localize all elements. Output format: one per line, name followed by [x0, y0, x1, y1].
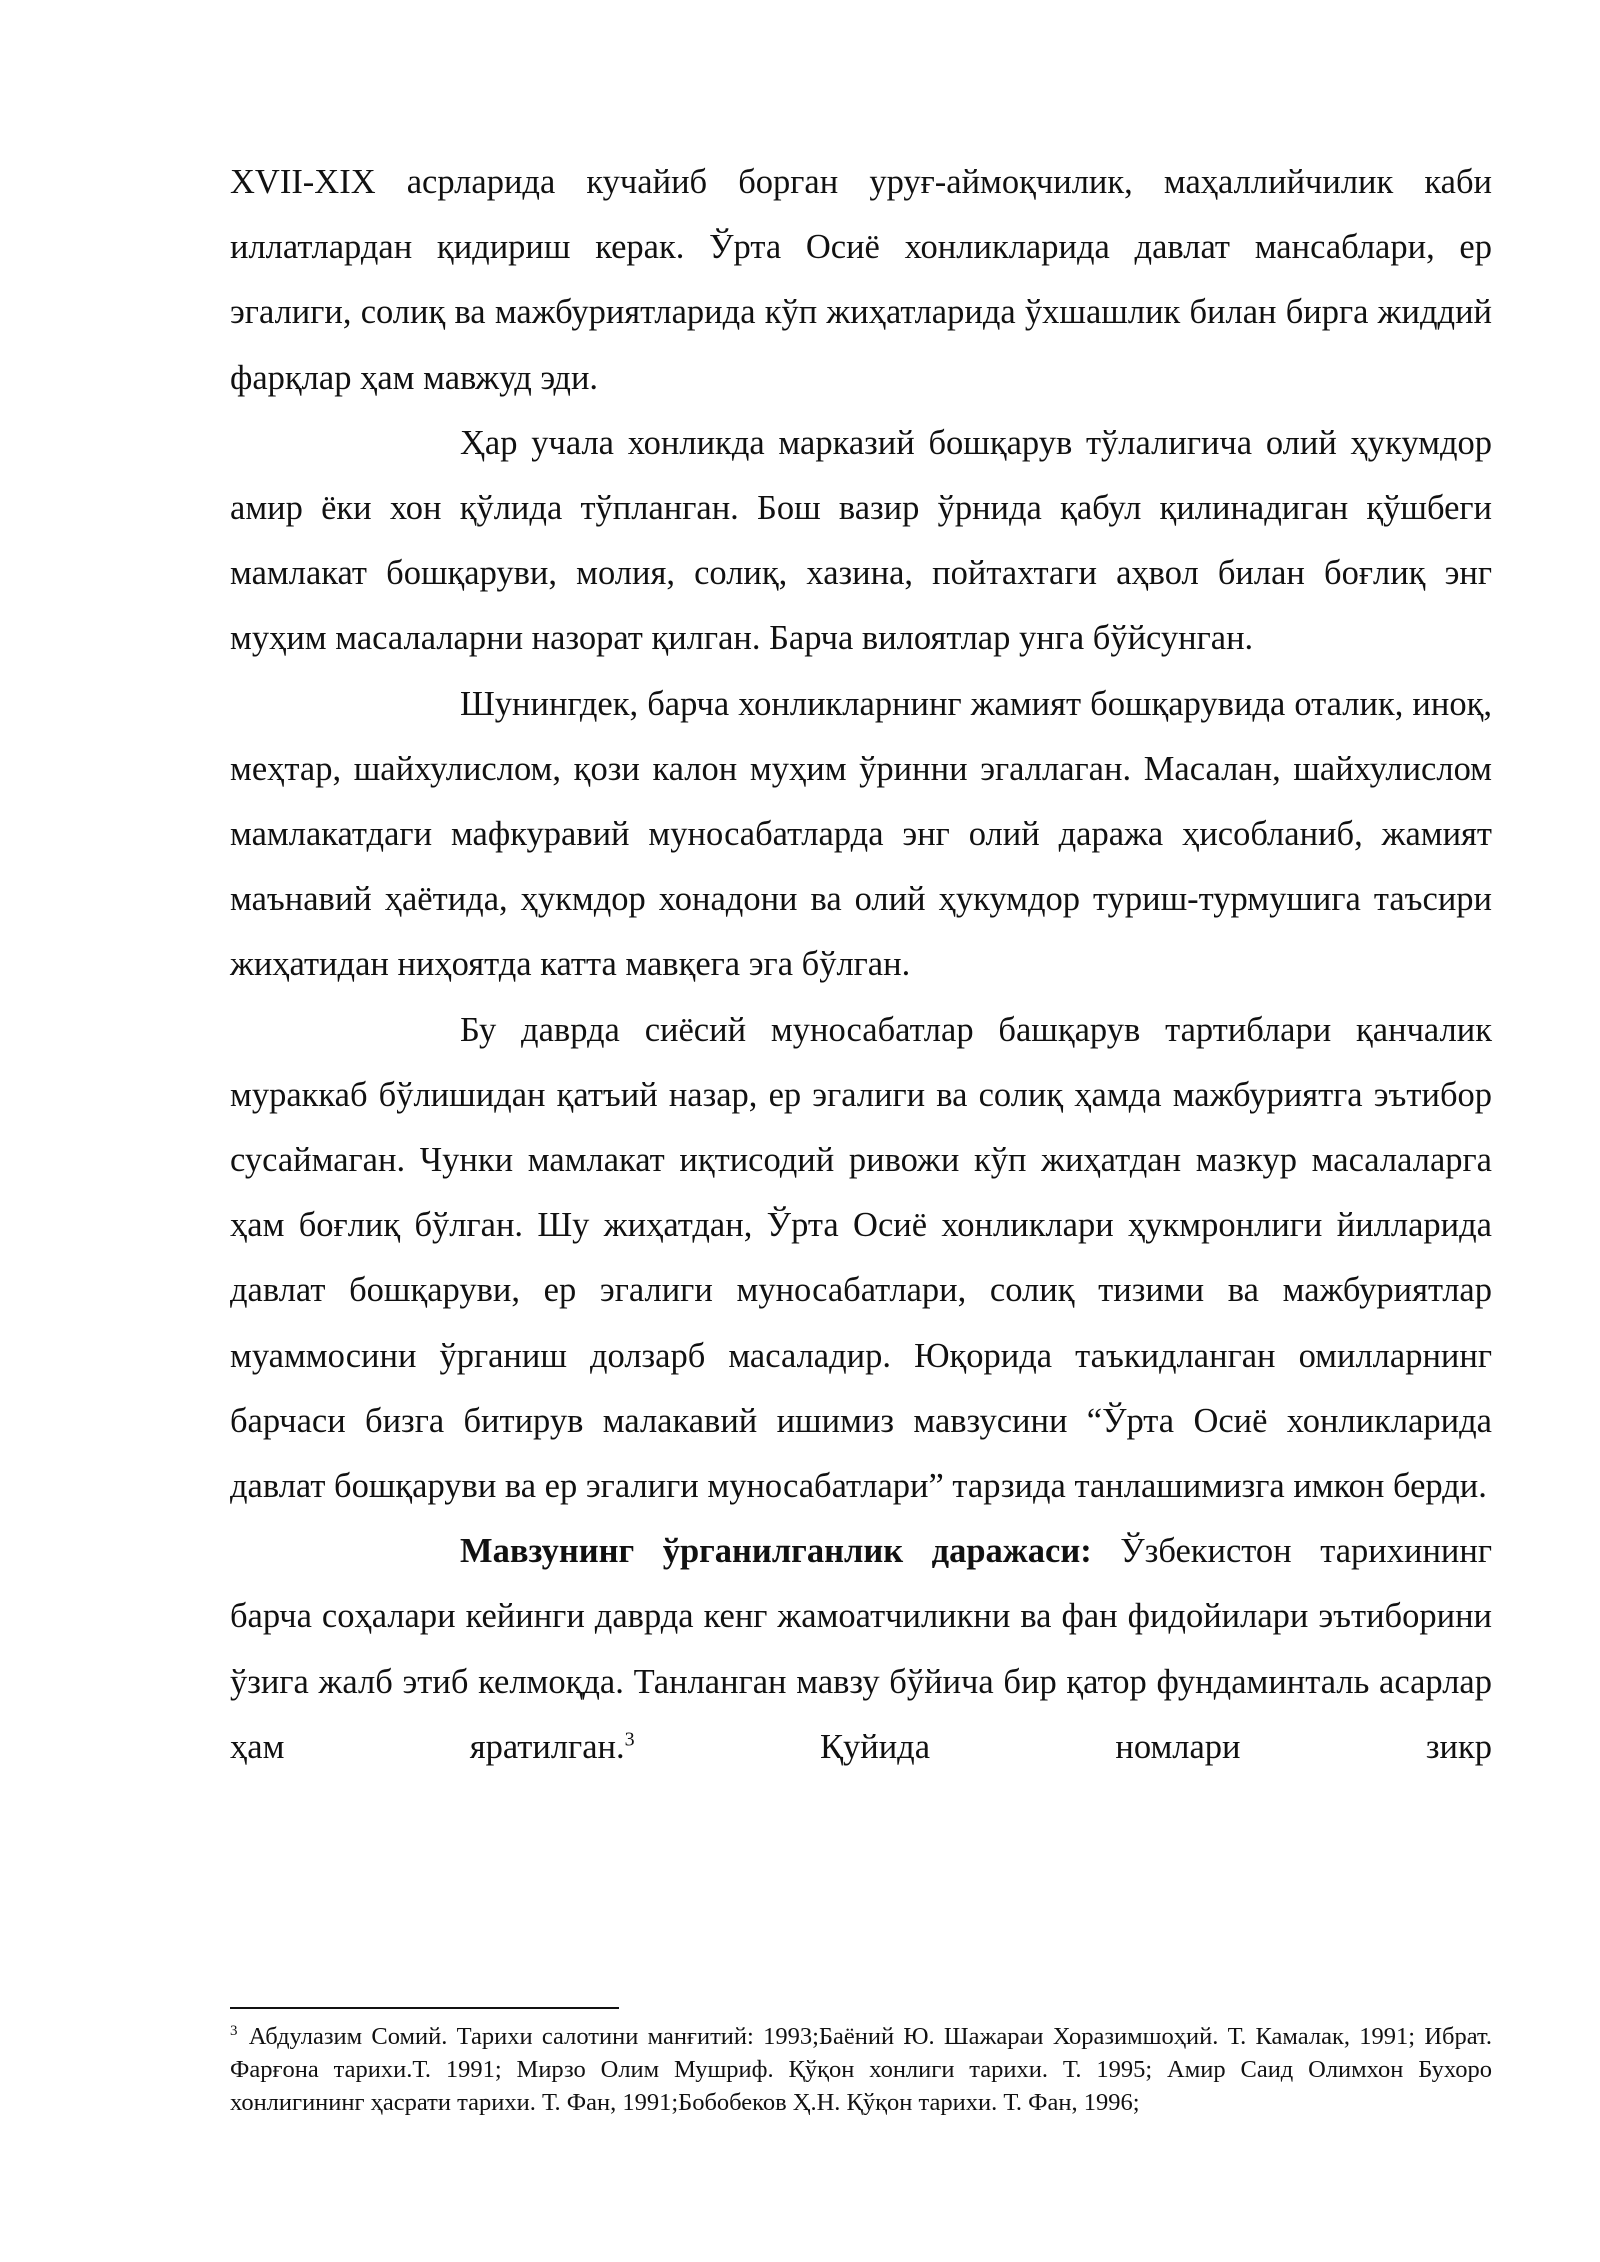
footnote-mark: 3	[230, 2022, 238, 2039]
paragraph-1: XVII-XIX асрларида кучайиб борган уруғ-аймоқчилик, маҳаллийчилик каби иллатлардан қидириш керак. Ўрта Осиё хонликларида давлат мансаблари, ер эгалиги, солиқ ва мажбуриятларида кўп жиҳатларида ўхшашлик билан бирга жиддий фарқлар ҳам мавжуд эди.	[230, 163, 1492, 397]
paragraph-2: Ҳар учала хонликда марказий бошқарув тўлалигича олий ҳукумдор амир ёки хон қўлида тўпланган. Бош вазир ўрнида қабул қилинадиган қўшбеги мамлакат бошқаруви, молия, солиқ, хазина, пойтахтаги аҳвол билан боғлиқ энг муҳим масалаларни назорат қилган. Барча вилоятлар унга бўйсунган.	[230, 423, 1492, 658]
section-heading-lead: Мавзунинг ўрганилганлик даражаси:	[460, 1532, 1092, 1571]
paragraph-5-tail: Қуйида номлари зикр	[634, 1727, 1492, 1766]
paragraph-3: Шунингдек, барча хонликларнинг жамият бошқарувида оталик, иноқ, меҳтар, шайхулислом, қози калон муҳим ўринни эгаллаган. Масалан, шайхулислом мамлакатдаги мафкуравий муносабатларда энг олий даража ҳисобланиб, жамият маънавий ҳаётида, ҳукмдор хонадони ва олий ҳукумдор туриш-турмушига таъсири жиҳатидан ниҳоятда катта мавқега эга бўлган.	[230, 684, 1492, 984]
footnote-text: Абдулазим Сомий. Тарихи салотини манғитий: 1993;Баёний Ю. Шажараи Хоразимшоҳий. Т. Камалак, 1991; Ибрат. Фарғона тарихи.Т. 1991; Мирзо Олим Мушриф. Қўқон хонлиги тарихи. Т. 1995; Амир Саид Олимхон Бухоро хонлигининг ҳасрати тарихи. Т. Фан, 1991;Бобобеков Ҳ.Н. Қўқон тарихи. Т. Фан, 1996;	[230, 2023, 1492, 2116]
document-body	[230, 150, 1492, 1780]
footnote-reference[interactable]: 3	[624, 1728, 635, 1751]
paragraph-5	[230, 1519, 1492, 1780]
footnote-3	[230, 2021, 1492, 2119]
paragraph-4: Бу даврда сиёсий муносабатлар башқарув тартиблари қанчалик мураккаб бўлишидан қатъий назар, ер эгалиги ва солиқ ҳамда мажбуриятга эътибор сусаймаган. Чунки мамлакат иқтисодий ривожи кўп жиҳатдан мазкур масалаларга ҳам боғлиқ бўлган. Шу жиҳатдан, Ўрта Осиё хонликлари ҳукмронлиги йилларида давлат бошқаруви, ер эгалиги муносабатлари, солиқ тизими ва мажбуриятлар муаммосини ўрганиш долзарб масаладир. Юқорида таъкидланган омилларнинг барчаси бизга битирув малакавий ишимиз мавзусини “Ўрта Осиё хонликларида давлат бошқаруви ва ер эгалиги муносабатлари” тарзида танлашимизга имкон берди.	[230, 1010, 1492, 1506]
paragraph-5-text: Ўзбекистон тарихининг барча соҳалари кейинги даврда кенг жамоатчиликни ва фан фидойилари эътиборини ўзига жалб этиб келмоқда. Танланган мавзу бўйича бир қатор фундаминталь асарлар ҳам яратилган.	[230, 1532, 1492, 1766]
footnote-separator	[230, 2007, 619, 2009]
